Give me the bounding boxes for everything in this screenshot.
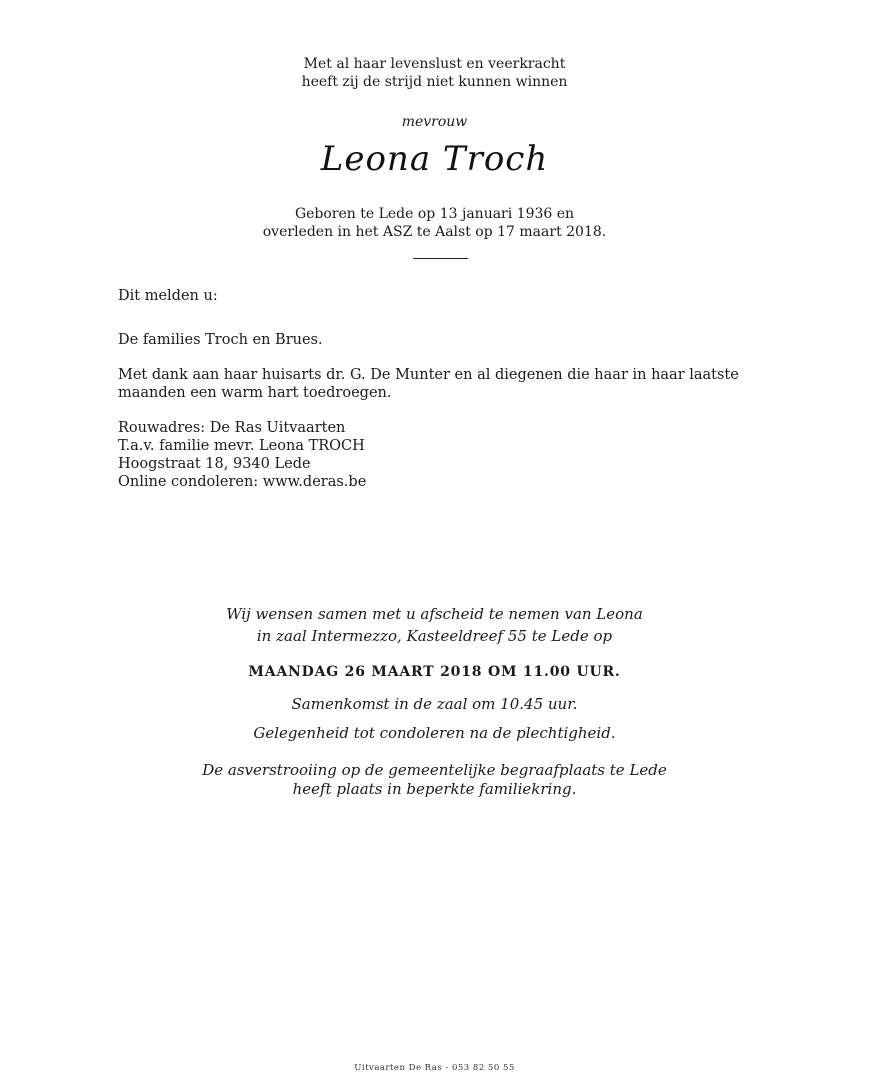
- scattering-line-1: De asverstrooiing op de gemeentelijke begraafplaats te Lede: [202, 761, 667, 779]
- intro-text: Dit melden u:: [118, 288, 218, 304]
- mourning-address: [118, 419, 778, 491]
- farewell-line-1: Wij wensen samen met u afscheid te nemen van Leona: [226, 605, 643, 623]
- footer-contact: Uitvaarten De Ras - 053 82 50 55: [354, 1063, 515, 1073]
- death-line: overleden in het ASZ te Aalst op 17 maart 2018.: [262, 224, 607, 240]
- divider-line: [413, 258, 468, 259]
- deceased-name: Leona Troch: [320, 139, 549, 179]
- address-line: Hoogstraat 18, 9340 Lede: [118, 456, 311, 472]
- gathering-time: Samenkomst in de zaal om 10.45 uur.: [291, 695, 578, 713]
- address-line: Rouwadres: De Ras Uitvaarten: [118, 420, 346, 436]
- birth-line: Geboren te Lede op 13 januari 1936 en: [294, 206, 575, 222]
- condolence-info: Gelegenheid tot condoleren na de plechtigheid.: [253, 724, 616, 742]
- farewell-invitation: [0, 603, 869, 647]
- opening-quote: [0, 55, 869, 91]
- address-line: T.a.v. familie mevr. Leona TROCH: [118, 438, 365, 454]
- families-text: De families Troch en Brues.: [118, 332, 323, 348]
- scattering-line-2: heeft plaats in beperkte familiekring.: [292, 780, 577, 798]
- salutation: mevrouw: [401, 114, 468, 130]
- ceremony-date-time: MAANDAG 26 MAART 2018 OM 11.00 UUR.: [248, 664, 621, 680]
- thanks-paragraph: [118, 366, 778, 402]
- thanks-line-1: Met dank aan haar huisarts dr. G. De Munter en al diegenen die haar in haar laatste: [118, 367, 739, 383]
- quote-line-1: Met al haar levenslust en veerkracht: [303, 56, 566, 72]
- thanks-line-2: maanden een warm hart toedroegen.: [118, 385, 392, 401]
- birth-death-info: [0, 205, 869, 241]
- address-line: Online condoleren: www.deras.be: [118, 474, 367, 490]
- quote-line-2: heeft zij de strijd niet kunnen winnen: [301, 74, 568, 90]
- farewell-line-2: in zaal Intermezzo, Kasteeldreef 55 te Lede op: [256, 627, 613, 645]
- scattering-info: [0, 761, 869, 799]
